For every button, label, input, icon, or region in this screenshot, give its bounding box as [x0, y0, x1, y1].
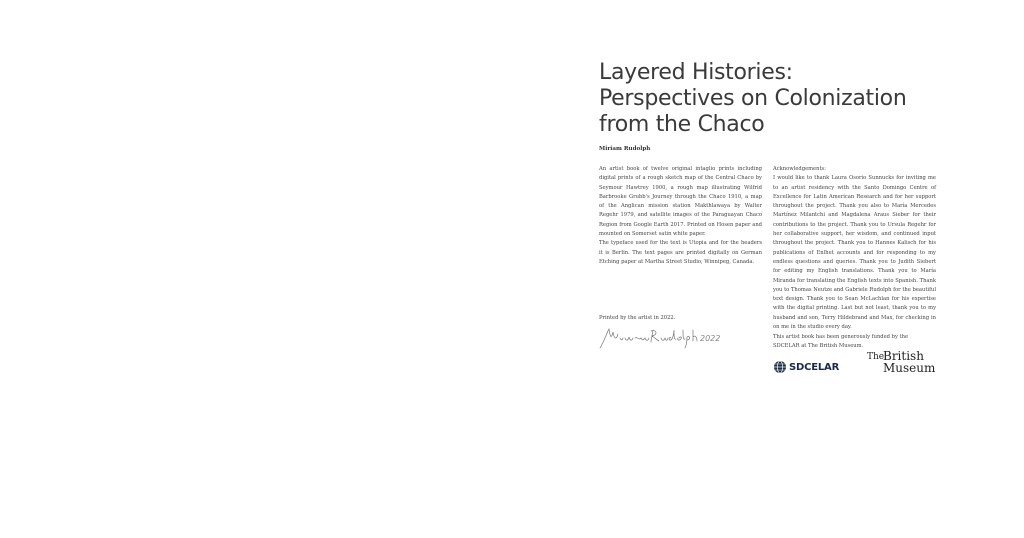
page-title: [599, 60, 907, 138]
printed-by-note: Printed by the artist in 2022.: [599, 315, 676, 321]
sdcelar-logo-text: SDCELAR: [789, 361, 840, 373]
bm-logo-the: The: [867, 352, 885, 362]
signature-year: 2022: [700, 334, 721, 343]
typeface-paragraph: The typeface used for the text is Utopia and for the headers it is Berlin. The text pages are printed digitally on German Etching paper at Martha Street Studio, Winnipeg, Canada.: [599, 240, 762, 265]
description-paragraph: An artist book of twelve original intaglio prints including digital prints of a rough sketch map of the Central Chaco by Seymour Hawtrey 1900, a rough map illustrating Wilfrid Barbrooke Grubb's Journey through the Chaco 1910, a map of the Anglican mission station Makthlawaya by Walter Regehr 1979, and satellite images of the Paraguayan Chaco Region from Google Earth 2017. Printed on Hosen paper and mounted on Somerset satin white paper.: [599, 166, 762, 238]
description-column: [599, 165, 762, 267]
title-line-3: from the Chaco: [599, 112, 765, 137]
artist-signature: [597, 326, 722, 350]
acknowledgements-column: [773, 165, 936, 332]
globe-icon: [773, 360, 787, 374]
acknowledgements-body: I would like to thank Laura Osorio Sunnucks for inviting me to an artist residency with the Santo Domingo Centre of Excellence for Latin American Research and for her support throughout the project. Thank you also to María Mercedes Martínez Milantchi and Magdalena Araus Sieber for their contributions to the project. Thank you to Ursula Regehr for her collaborative support, her wisdom, and continued input throughout the project. Thank you to Hannes Kalisch for his publications of Enlhet accounts and for responding to my endless questions and queries. Thank you to Judith Siebert for editing my English translations. Thank you to María Miranda for translating the English texts into Spanish. Thank you to Thomas Neutze and Gabriele Rudolph for the beautiful text design. Thank you to Sean McLachlan for his expertise with the digital printing. Last but not least, thank you to my husband and son, Terry Hildebrand and Max, for checking in on me in the studio every day.: [773, 175, 936, 331]
title-line-1: Layered Histories:: [599, 60, 793, 85]
title-line-2: Perspectives on Colonization: [599, 86, 907, 111]
bm-logo-british: British: [883, 349, 924, 363]
bm-logo-museum: Museum: [883, 361, 936, 375]
sdcelar-logo: [773, 358, 848, 376]
acknowledgements-heading: Acknowledgements:: [773, 166, 826, 172]
funding-note: This artist book has been generously funded by the SDCELAR at The British Museum.: [773, 334, 909, 350]
author-name: Miriam Rudolph: [599, 146, 651, 152]
